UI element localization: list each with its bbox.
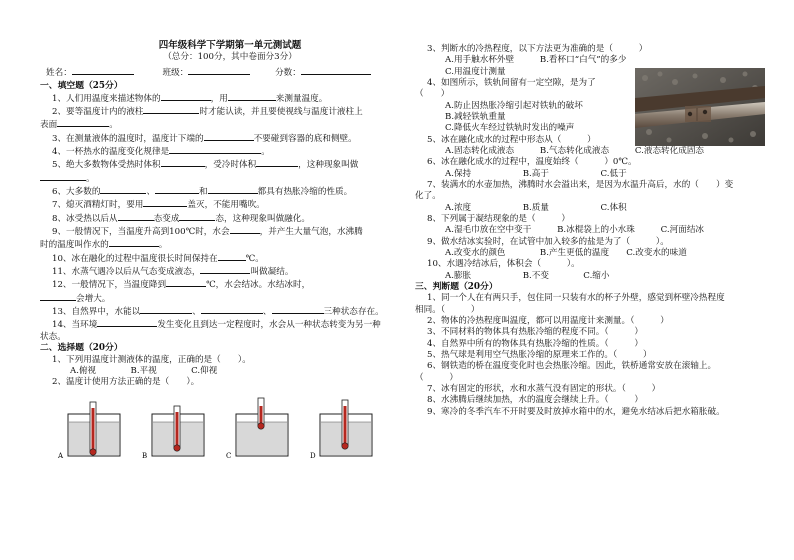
choice-q4-option-b: B.减轻铁轨重量	[445, 111, 506, 122]
student-info	[40, 66, 390, 79]
choice-q5-options: A.固态转化成液态 B.气态转化成液态 C.液态转化成固态	[445, 145, 705, 156]
fill-q7: 7、熄灭酒精灯时，要用 盖灭，不能用嘴吹。	[52, 200, 265, 211]
fill-q2-cont: 表面 。	[40, 120, 118, 131]
beaker-label-c: C	[226, 452, 232, 460]
choice-q10-options: A.膨胀 B.不变 C.缩小	[445, 270, 610, 281]
judge-q8: 8、水沸腾后继续加热，水的温度会继续上升。（ ）	[427, 395, 644, 406]
beakers-illustration	[40, 390, 390, 460]
beaker-b	[152, 406, 204, 456]
fill-q3: 3、在测量液体的温度时，温度计下端的 不要碰到容器的底和侧壁。	[52, 133, 357, 144]
beaker-c	[236, 398, 288, 456]
fill-q2: 2、要等温度计内的液柱 时才能认读，并且要使视线与温度计液柱上	[52, 107, 363, 118]
fill-q9: 9、一般情况下，当温度升高到100℃时，水会 ，并产生大量气泡，水沸腾	[52, 226, 363, 237]
fill-q12: 12、一般情况下，当温度降到 ℃，水会结冰。水结冰时，	[52, 280, 311, 291]
choice-q6: 6、冰在融化成水的过程中，温度始终（ ）0℃。	[427, 157, 637, 168]
choice-q1-options: A.俯视 B.平视 C.仰视	[70, 365, 218, 376]
page-title: 四年级科学下学期第一单元测试题	[158, 40, 302, 51]
score-blank	[301, 66, 371, 75]
beaker-label-a: A	[58, 452, 64, 460]
page-subtitle: （总分：100分，其中卷面分3分）	[163, 51, 297, 62]
choice-q7-options: A.浓度 B.质量 C.体积	[445, 202, 627, 213]
thermometer-beakers-figure	[40, 390, 390, 460]
judge-q7: 7、冰有固定的形状，水和水蒸气没有固定的形状。（ ）	[427, 384, 661, 395]
choice-q3-option-c: C.用温度计测量	[445, 66, 506, 77]
section-judge: 三、判断题（20分）	[415, 282, 498, 293]
choice-q6-options: A.保持 B.高于 C.低于	[445, 168, 627, 179]
fill-q1: 1、人们用温度来描述物体的 ，用 来测量温度。	[52, 93, 328, 104]
judge-q5: 5、热气球是利用空气热胀冷缩的原理来工作的。（ ）	[427, 350, 652, 361]
right-column	[415, 44, 765, 418]
fill-q13: 13、自然界中，水能以 、 、 三种状态存在。	[52, 306, 384, 317]
judge-q1: 1、同一个人在有两只手，包住同一只装有水的杯子外壁，感觉到杯壁冷热程度	[427, 293, 725, 304]
name-blank	[72, 66, 134, 75]
fill-q9-cont: 时的温度叫作水的 。	[40, 240, 168, 251]
fill-q10: 10、冰在融化的过程中温度很长时间保持在 ℃。	[52, 253, 264, 264]
choice-q4-option-c: C.降低火车经过铁轨时发出的噪声	[445, 123, 575, 134]
judge-q1-cont: 相同。（ ）	[415, 304, 480, 315]
judge-q2: 2、物体的冷热程度叫温度，都可以用温度计来测量。（ ）	[427, 316, 669, 327]
choice-q10: 10、水遇冷结冰后，体积会（ ）。	[427, 259, 580, 270]
choice-q9: 9、做水结冰实验时，在试管中加入较多的盐是为了（ ）。	[427, 236, 669, 247]
choice-q2: 2、温度计使用方法正确的是（ ）。	[52, 377, 200, 388]
judge-q6: 6、钢铁造的桥在温度变化时也会热胀冷缩。因此，铁桥通常安放在滚轴上。	[427, 361, 717, 372]
class-blank	[188, 66, 250, 75]
fill-q14: 14、当环境 发生变化且到达一定程度时，水会从一种状态转变为另一种	[52, 320, 381, 331]
choice-q4-option-a: A.防止因热胀冷缩引起对铁轨的破坏	[445, 100, 583, 111]
class-label: 班级：	[162, 67, 189, 78]
section-fill: 一、填空题（25分）	[40, 80, 123, 91]
choice-q7: 7、装满水的水壶加热，沸腾时水会溢出来，是因为水温升高后，水的（ ）变	[427, 179, 734, 190]
judge-q6-cont: （ ）	[415, 372, 458, 383]
fill-q8: 8、冰受热以后从 态变成 态，这种现象叫做融化。	[52, 213, 310, 224]
choice-q3-options-ab: A.用手触水杯外壁 B.看杯口“白气”的多少	[445, 55, 627, 66]
choice-q4: 4、如图所示，铁轨间留有一定空隙，是为了	[427, 77, 596, 88]
fill-q14-cont: 状态。	[40, 331, 66, 342]
fill-q4: 4、一杯热水的温度变化规律是 。	[52, 147, 270, 158]
judge-q9: 9、寒冷的冬季汽车不开时要及时放掉水箱中的水，避免水结冰后把水箱胀破。	[427, 406, 725, 417]
beaker-d	[320, 400, 372, 456]
section-choice: 二、选择题（20分）	[40, 343, 123, 354]
left-column	[40, 40, 390, 460]
name-label: 姓名：	[46, 67, 72, 78]
choice-q5: 5、冰在融化成水的过程中形态从（ ）	[427, 134, 596, 145]
fill-q12-cont: 会增大。	[40, 292, 390, 305]
fill-q11: 11、水蒸气遇冷以后从气态变成液态， 叫做凝结。	[52, 266, 294, 277]
beaker-label-d: D	[310, 452, 316, 460]
choice-q8-options: A.湿毛巾放在空中变干 B.冰棍袋上的小水珠 C.河面结冰	[445, 225, 705, 236]
judge-q3: 3、不同材料的物体具有热胀冷缩的程度不同。（ ）	[427, 327, 644, 338]
judge-q4: 4、自然界中所有的物体具有热胀冷缩的性质。（ ）	[427, 338, 644, 349]
score-label: 分数：	[275, 67, 301, 78]
choice-q1: 1、下列用温度计测液体的温度，正确的是（ ）。	[52, 354, 251, 365]
choice-q3: 3、判断水的冷热程度，以下方法更为准确的是（ ）	[427, 44, 648, 54]
beaker-label-b: B	[142, 452, 148, 460]
fill-q5: 5、绝大多数物体受热时体积 ，受冷时体积 ，这种现象叫做	[52, 160, 359, 171]
railway-track-photo	[635, 68, 765, 146]
choice-q9-options: A.改变水的颜色 B.产生更低的温度 C.改变水的味道	[445, 247, 687, 258]
choice-q8: 8、下列属于凝结现象的是（ ）	[427, 213, 570, 224]
choice-q4-paren: （ ）	[415, 89, 450, 100]
beaker-a	[68, 402, 120, 456]
choice-q7-cont: 化了。	[415, 191, 441, 202]
fill-q5-cont: 。	[40, 172, 390, 185]
fill-q6: 6、大多数的 、 和 都具有热胀冷缩的性质。	[52, 187, 353, 197]
